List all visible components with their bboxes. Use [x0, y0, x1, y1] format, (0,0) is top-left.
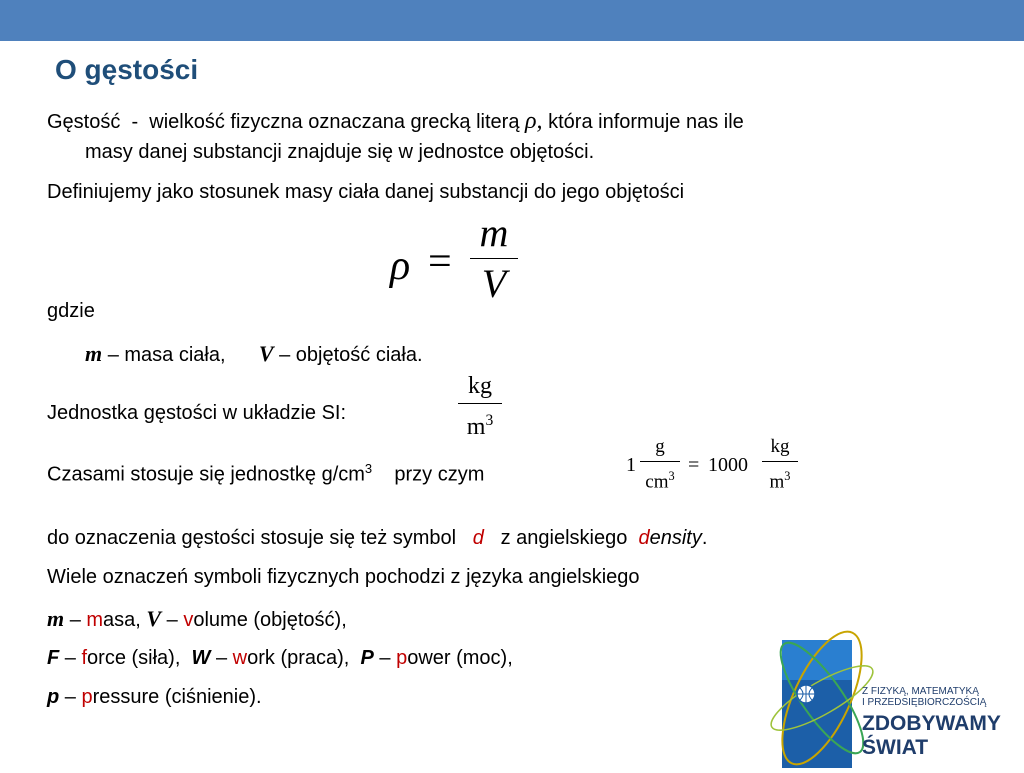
ex3-p: p	[47, 686, 60, 708]
ex2-p-red: p	[396, 647, 408, 669]
ex2-w-red: w	[232, 647, 248, 669]
ex3-p-red: p	[81, 686, 93, 708]
conversion-one: 1	[626, 454, 636, 476]
var-v: V	[258, 341, 274, 366]
symbol-line-end: .	[701, 527, 708, 549]
conversion-fraction-1	[640, 436, 680, 493]
conv2-numerator: kg	[770, 436, 790, 457]
top-bar	[0, 0, 1024, 41]
conv1-numerator: g	[655, 436, 665, 457]
logo-line-4: ŚWIAT	[862, 736, 929, 759]
density-rest: ensity	[649, 527, 702, 549]
ex2-p: P	[360, 647, 374, 669]
logo-subtitle	[862, 686, 986, 708]
symbol-line	[47, 527, 707, 550]
si-den-base: m	[466, 414, 486, 440]
alt-unit-line	[47, 461, 484, 487]
definition-text-2: która informuje nas ile	[548, 111, 744, 133]
symbol-line-mid: z angielskiego	[500, 527, 628, 549]
ex3-dash: –	[64, 686, 76, 708]
si-unit-label: Jednostka gęstości w układzie SI:	[47, 402, 347, 424]
formula-numerator: m	[479, 210, 509, 255]
density-d: d	[638, 527, 650, 549]
ex1-m-rest: asa,	[103, 609, 141, 631]
ex2-dash3: –	[379, 647, 391, 669]
definition-dash: -	[131, 111, 139, 133]
ex3-p-rest: ressure (ciśnienie).	[92, 686, 262, 708]
si-den-exp: 3	[485, 412, 494, 429]
english-origin-line: Wiele oznaczeń symboli fizycznych pochodzi z języka angielskiego	[47, 566, 640, 588]
formula-denominator: V	[481, 261, 507, 306]
formula-fraction	[470, 212, 518, 305]
ex2-w-rest: ork (praca),	[247, 647, 350, 669]
si-fraction-bar	[458, 403, 502, 404]
rho-symbol: ρ,	[525, 108, 543, 134]
ex2-dash1: –	[64, 647, 76, 669]
conv1-denominator	[640, 465, 680, 493]
conv2-bar	[762, 461, 798, 462]
si-unit-numerator: kg	[468, 373, 492, 399]
logo-line-1: Z FIZYKĄ, MATEMATYKĄ	[862, 686, 979, 697]
conv1-den-exp: 3	[668, 469, 675, 483]
ex1-m: m	[47, 606, 65, 631]
variables-line	[85, 341, 423, 367]
ex2-p-rest: ower (moc),	[407, 647, 513, 669]
ex1-dash2: –	[166, 609, 178, 631]
formula-equals: =	[428, 239, 452, 285]
example-line-3	[47, 686, 262, 709]
project-logo	[770, 620, 1024, 768]
ex2-w: W	[191, 647, 211, 669]
conv2-den-exp: 3	[784, 469, 791, 483]
unit-conversion	[624, 436, 804, 498]
example-line-1	[47, 606, 347, 632]
symbol-line-pre: do oznaczenia gęstości stosuje się też symbol	[47, 527, 457, 549]
example-line-2	[47, 647, 513, 670]
alt-unit-exp: 3	[364, 461, 373, 476]
conversion-thousand: 1000	[708, 454, 748, 476]
ex1-v-red: v	[183, 609, 194, 631]
var-m-desc: – masa ciała,	[107, 344, 226, 366]
define-line: Definiujemy jako stosunek masy ciała danej substancji do jego objętości	[47, 181, 685, 203]
logo-title	[862, 712, 1001, 760]
conversion-fraction-2	[762, 436, 798, 493]
symbol-d: d	[472, 527, 484, 549]
ex2-dash2: –	[215, 647, 228, 669]
alt-unit-label: Czasami stosuje się jednostkę g/cm	[47, 463, 365, 486]
fraction-bar	[470, 258, 518, 259]
definition-line-2: masy danej substancji znajduje się w jednostce objętości.	[85, 141, 595, 163]
ex1-m-red: m	[86, 609, 104, 631]
ex2-f-red: f	[81, 647, 88, 669]
definition-line-1	[47, 108, 744, 135]
ex2-f-rest: orce (siła),	[87, 647, 181, 669]
conv2-denominator	[762, 465, 798, 493]
alt-unit-label-2: przy czym	[394, 463, 485, 486]
ex1-v: V	[146, 606, 162, 631]
var-v-desc: – objętość ciała.	[279, 344, 423, 366]
density-formula	[390, 212, 530, 312]
logo-line-2: I PRZEDSIĘBIORCZOŚCIĄ	[862, 697, 987, 708]
ex1-dash1: –	[69, 609, 81, 631]
formula-rho: ρ	[390, 243, 411, 289]
slide-title: O gęstości	[55, 54, 199, 85]
ex2-f: F	[47, 647, 60, 669]
conv1-bar	[640, 461, 680, 462]
si-unit-denominator	[458, 407, 502, 441]
where-label: gdzie	[47, 300, 95, 322]
si-unit-fraction	[458, 372, 502, 441]
conversion-equals: =	[688, 454, 700, 476]
var-m: m	[85, 341, 103, 366]
conv1-den-base: cm	[645, 471, 669, 493]
definition-text-1: wielkość fizyczna oznaczana grecką literą	[149, 111, 520, 133]
definition-term: Gęstość	[47, 111, 121, 133]
conv2-den-base: m	[769, 471, 785, 493]
ex1-v-rest: olume (objętość),	[193, 609, 347, 631]
logo-line-3: ZDOBYWAMY	[862, 712, 1001, 735]
